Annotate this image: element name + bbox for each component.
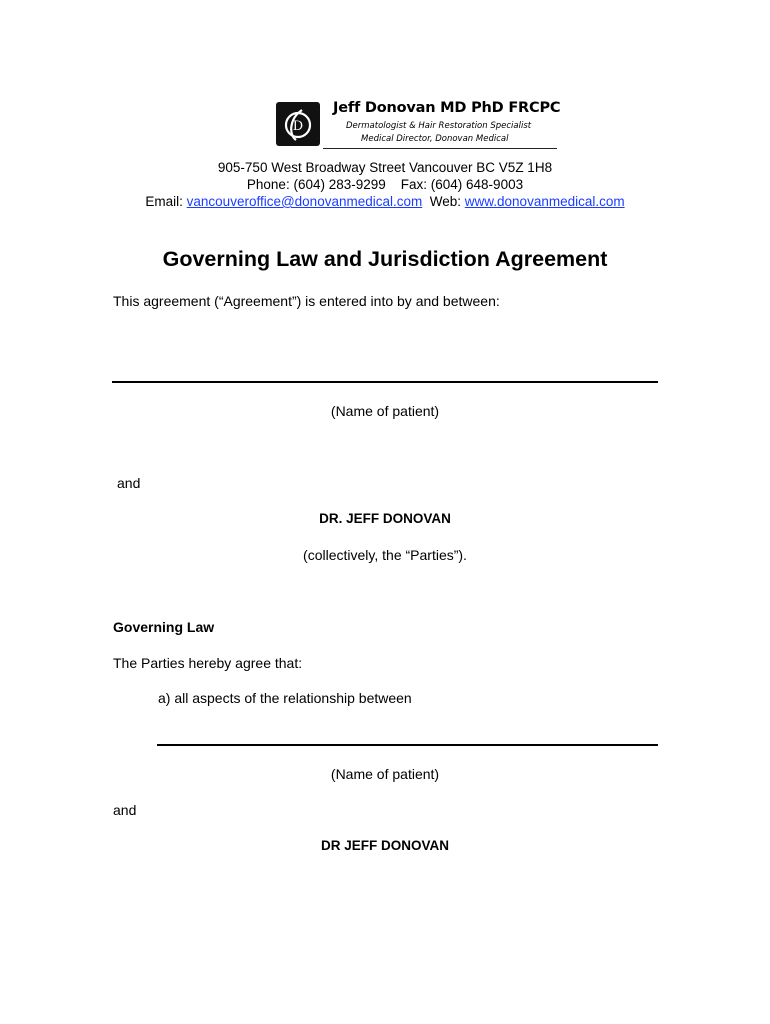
email-label: Email: [145,194,187,209]
address-line: 905-750 West Broadway Street Vancouver BC V5Z 1H8 [217,160,553,175]
document-title: Governing Law and Jurisdiction Agreement [162,247,608,271]
email-link[interactable]: vancouveroffice@donovanmedical.com [186,194,423,209]
and-text-1: and [117,475,141,491]
patient-name-line-1[interactable] [112,381,658,383]
phone-fax-line: Phone: (604) 283-9299 Fax: (604) 648-9003 [246,177,524,192]
letterhead-specialty: Dermatologist & Hair Restoration Specialist [346,121,532,131]
logo [276,102,320,146]
contact-line [0,194,770,209]
section-heading-governing-law: Governing Law [113,619,215,635]
doctor-name-2: DR JEFF DONOVAN [320,838,449,853]
patient-name-caption-2: (Name of patient) [330,766,440,782]
svg-text:D: D [292,119,304,134]
patient-name-line-2[interactable] [157,744,658,746]
doctor-name-1: DR. JEFF DONOVAN [319,511,451,526]
patient-name-caption-1: (Name of patient) [330,403,440,419]
web-label: Web: [422,194,465,209]
letterhead-role: Medical Director, Donovan Medical [361,134,509,144]
agree-line: The Parties hereby agree that: [113,655,303,671]
logo-mark-icon [276,102,320,146]
letterhead-name: Jeff Donovan MD PhD FRCPC [333,100,561,116]
letterhead-divider [323,148,557,149]
intro-paragraph: This agreement (“Agreement”) is entered into by and between: [113,293,500,309]
list-item-a: a) all aspects of the relationship between [158,690,412,706]
web-link[interactable]: www.donovanmedical.com [464,194,625,209]
and-text-2: and [113,802,137,818]
collectively-parties: (collectively, the “Parties”). [303,547,467,563]
